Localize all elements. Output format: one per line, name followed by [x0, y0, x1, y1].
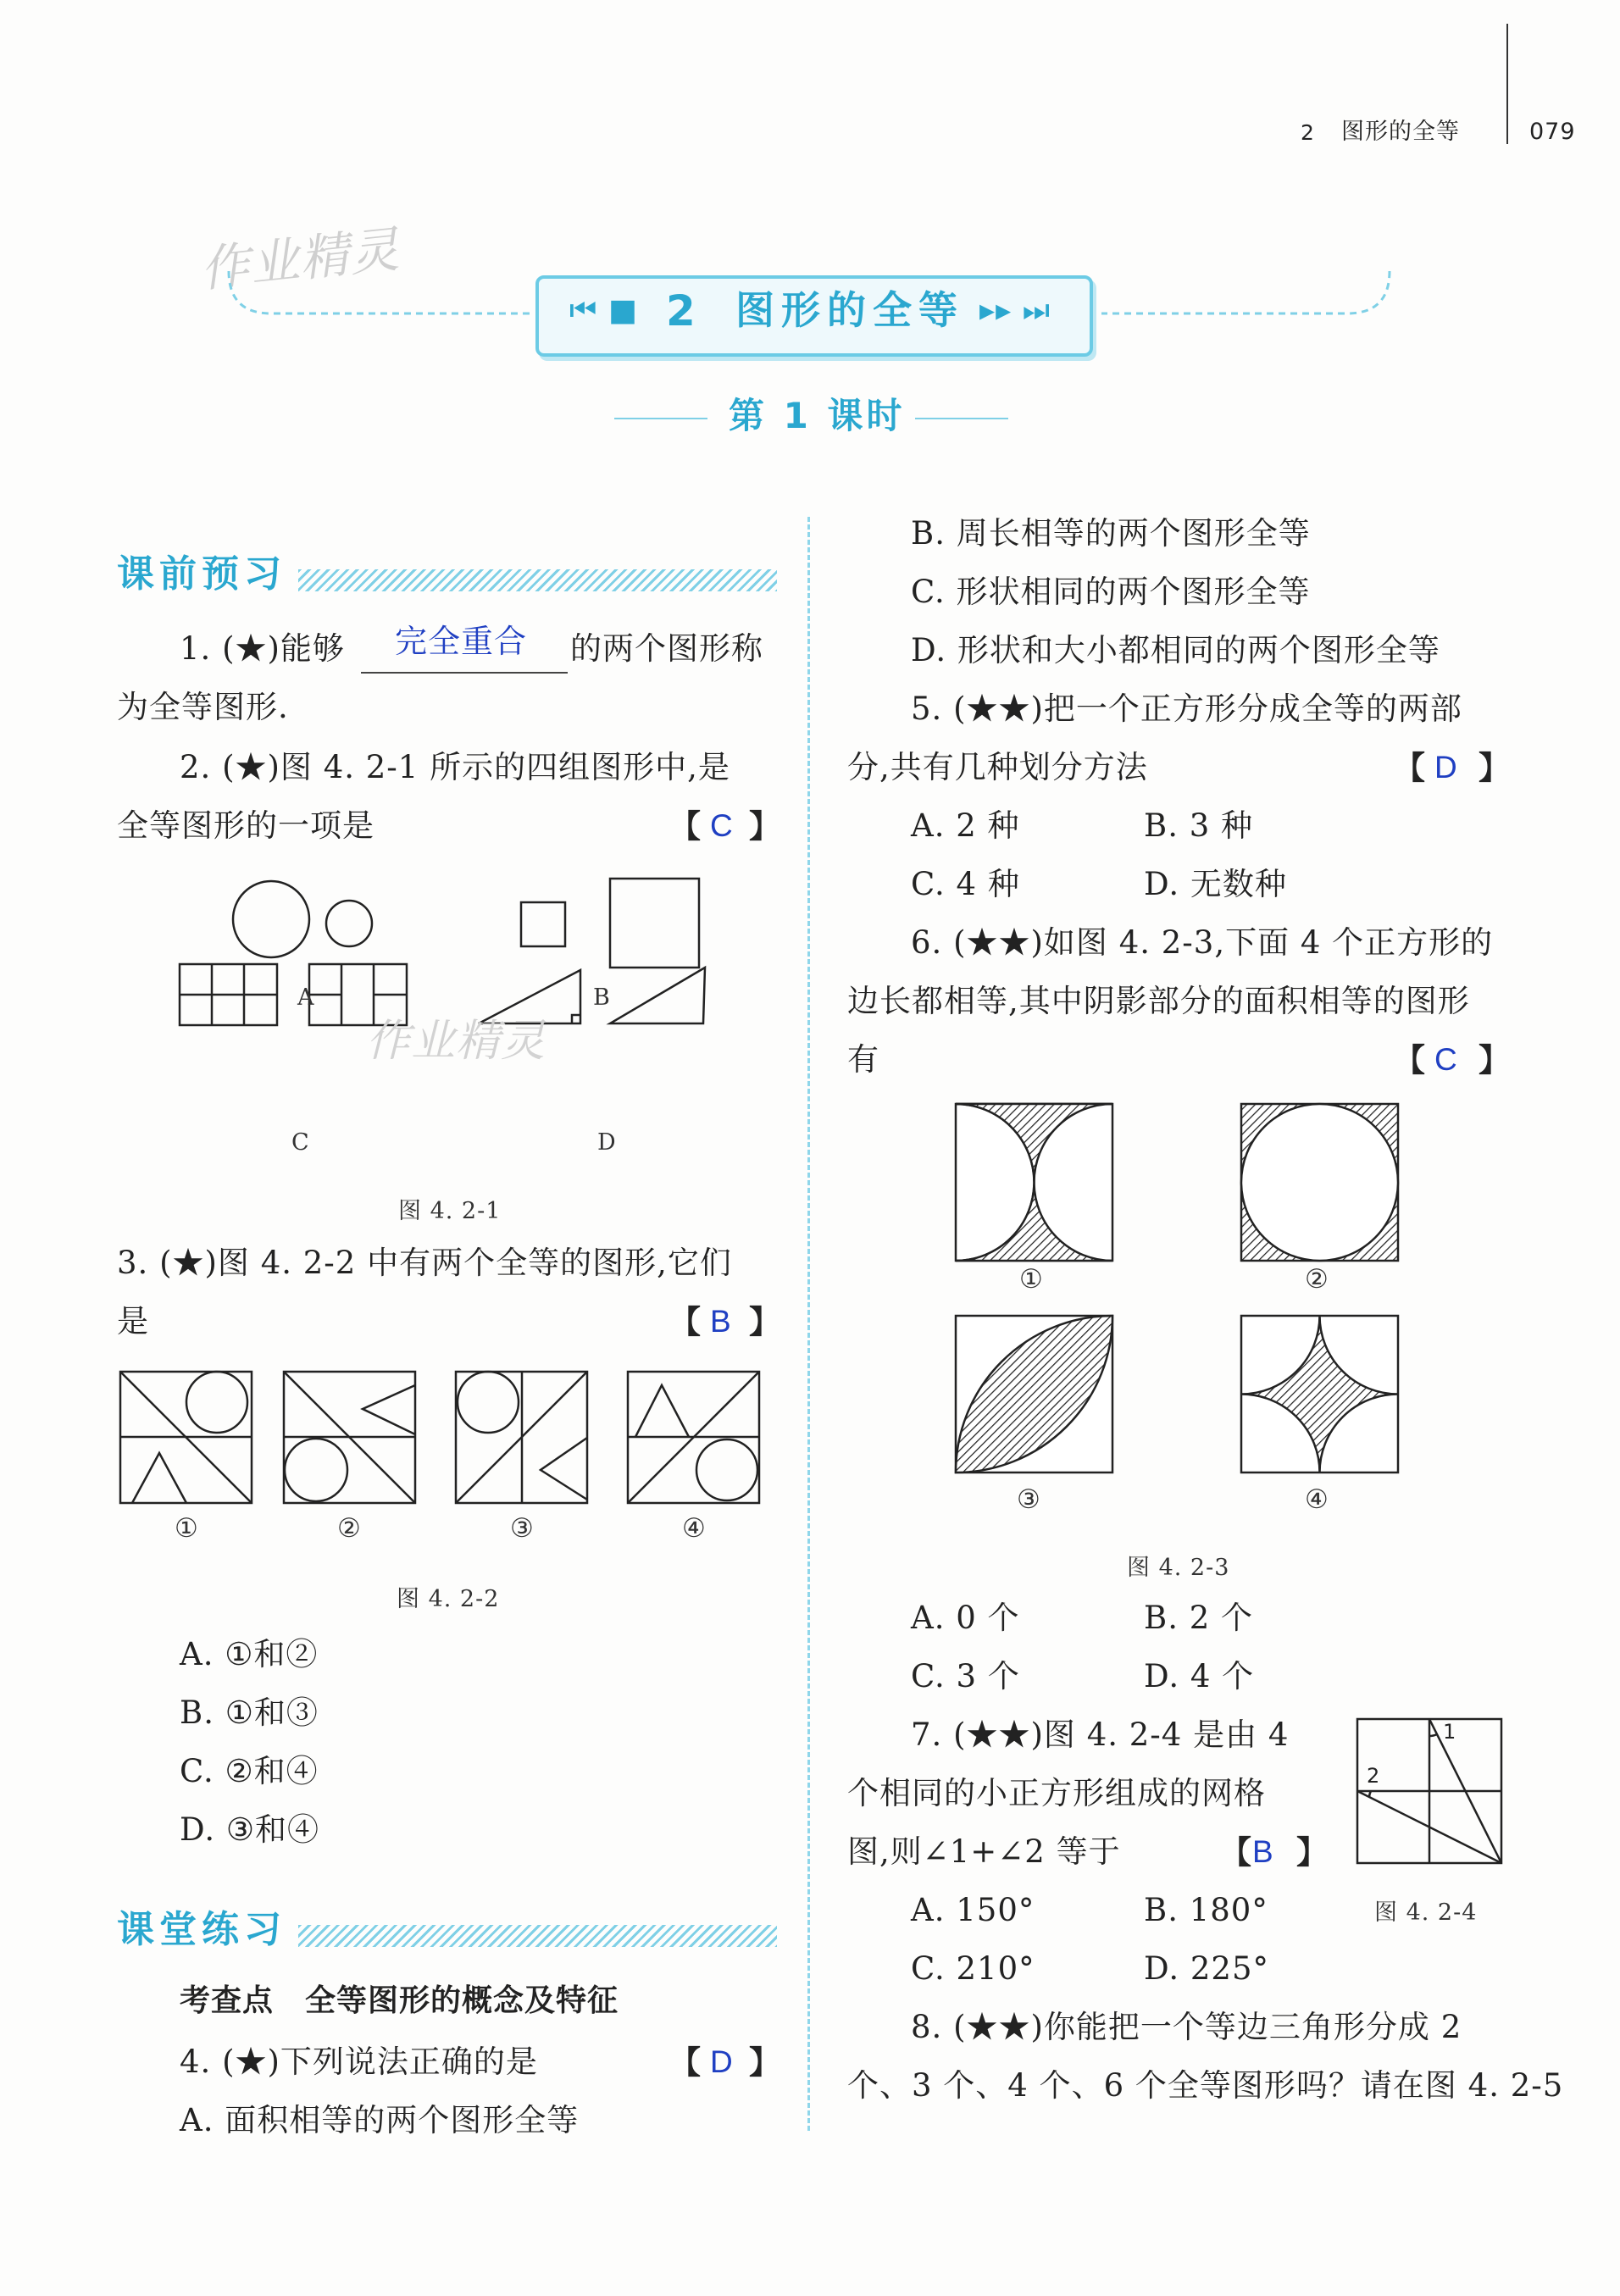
q1-blank-line — [361, 672, 568, 674]
q7-option-d: D. 225° — [1144, 1950, 1269, 1987]
q3-option-b: B. ①和③ — [180, 1694, 319, 1731]
fig1-group-a — [233, 881, 372, 957]
q4-answer: D — [710, 2044, 734, 2079]
fig1-label-d: D — [597, 1129, 617, 1156]
header-divider — [1506, 24, 1508, 144]
q3-bracket-close: 】 — [749, 1303, 781, 1340]
q5-text-line2: 分,共有几种划分方法 — [847, 749, 1148, 785]
q7-option-a: A. 150° — [911, 1892, 1035, 1928]
q3-bracket-open: 【 — [669, 1303, 702, 1340]
banner-right-marks: ▸▸ ⏭ — [979, 293, 1051, 328]
q5-bracket-open: 【 — [1394, 749, 1426, 786]
header-section-title: 图形的全等 — [1341, 119, 1460, 145]
watermark: 作业精灵 — [197, 219, 402, 299]
page-number: 079 — [1529, 119, 1576, 145]
banner-number: 2 — [666, 286, 696, 336]
q4-option-d: D. 形状和大小都相同的两个图形全等 — [911, 632, 1440, 668]
fig3-square-2 — [1241, 1104, 1398, 1261]
fig3-square-1 — [956, 1104, 1112, 1261]
section-preview-bar — [298, 569, 777, 591]
q4-bracket-close: 】 — [749, 2044, 781, 2081]
q6-option-d: D. 4 个 — [1144, 1658, 1255, 1694]
q7-option-c: C. 210° — [911, 1950, 1035, 1987]
q2-text-line2: 全等图形的一项是 — [117, 807, 374, 844]
fig4-caption: 图 4. 2-4 — [1374, 1899, 1478, 1926]
q7-bracket-open: 【 — [1220, 1833, 1252, 1871]
q6-option-c: C. 3 个 — [911, 1658, 1020, 1694]
fig3-caption: 图 4. 2-3 — [1127, 1555, 1230, 1581]
fig3-square-4 — [1241, 1316, 1398, 1472]
checkpoint-label: 考查点 全等图形的概念及特征 — [180, 1983, 619, 2018]
q2-text-line1: 2. (★)图 4. 2-1 所示的四组图形中,是 — [180, 749, 730, 785]
q5-option-c: C. 4 种 — [911, 866, 1020, 902]
fig1-caption: 图 4. 2-1 — [398, 1198, 502, 1224]
q7-answer: B — [1252, 1834, 1274, 1869]
q1-text-line2: 为全等图形. — [117, 689, 289, 725]
fig1-label-a: A — [297, 984, 315, 1011]
fig2-shape-2 — [284, 1372, 415, 1503]
q8-text-line2: 个、3 个、4 个、6 个全等图形吗？请在图 4. 2-5 — [847, 2067, 1564, 2104]
banner-left-marks: ⏮ ■ — [569, 293, 638, 328]
q3-option-d: D. ③和④ — [180, 1811, 320, 1848]
q7-text-line3: 图,则∠1+∠2 等于 — [847, 1833, 1121, 1870]
q6-bracket-open: 【 — [1394, 1041, 1426, 1079]
q3-option-c: C. ②和④ — [180, 1753, 319, 1789]
q2-bracket-close: 】 — [749, 807, 781, 845]
section-practice-bar — [298, 1925, 777, 1947]
fig1-label-c: C — [291, 1129, 310, 1156]
figure-4-2-2 — [117, 1368, 778, 1512]
lesson-deco-right — [915, 418, 1008, 419]
fig3-label-4: ④ — [1305, 1484, 1329, 1515]
q7-option-b: B. 180° — [1144, 1892, 1268, 1928]
q3-text-line2: 是 — [117, 1303, 149, 1339]
q6-answer: C — [1434, 1042, 1458, 1077]
q1-answer: 完全重合 — [395, 624, 528, 660]
fig1-watermark: 作业精灵 — [366, 1016, 546, 1067]
fig1-label-b: B — [593, 984, 611, 1011]
fig3-label-2: ② — [1305, 1264, 1329, 1295]
q5-text-line1: 5. (★★)把一个正方形分成全等的两部 — [911, 690, 1462, 727]
q1-text-a: 1. (★)能够 — [180, 630, 345, 667]
fig1-group-b — [521, 879, 699, 968]
fig2-label-3: ③ — [510, 1513, 535, 1544]
q6-text-line1: 6. (★★)如图 4. 2-3,下面 4 个正方形的 — [911, 924, 1494, 961]
fig2-shape-1 — [120, 1372, 252, 1503]
fig2-caption: 图 4. 2-2 — [397, 1586, 500, 1612]
fig4-angle-2: 2 — [1367, 1764, 1381, 1788]
q5-option-a: A. 2 种 — [911, 807, 1020, 844]
q4-bracket-open: 【 — [669, 2044, 702, 2081]
q4-option-a: A. 面积相等的两个图形全等 — [180, 2102, 580, 2138]
fig2-label-2: ② — [337, 1513, 362, 1544]
q7-text-line2: 个相同的小正方形组成的网格 — [847, 1775, 1266, 1811]
q6-text-line3: 有 — [847, 1041, 879, 1078]
q2-answer: C — [710, 808, 734, 843]
q6-bracket-close: 】 — [1479, 1041, 1511, 1079]
section-practice: 课堂练习 — [117, 1908, 286, 1951]
q2-bracket-open: 【 — [669, 807, 702, 845]
fig2-label-4: ④ — [682, 1513, 707, 1544]
figure-4-2-4 — [1354, 1716, 1506, 1868]
fig3-label-1: ① — [1019, 1264, 1044, 1295]
q3-text-line1: 3. (★)图 4. 2-2 中有两个全等的图形,它们 — [117, 1245, 732, 1281]
q5-bracket-close: 】 — [1479, 749, 1511, 786]
title-banner — [535, 275, 1093, 357]
q3-answer: B — [710, 1304, 732, 1339]
fig4-angle-1: 1 — [1443, 1720, 1457, 1744]
q5-answer: D — [1434, 750, 1458, 785]
banner-title: 图形的全等 — [735, 287, 964, 333]
fig2-shape-4 — [628, 1372, 759, 1503]
q1-text-b: 的两个图形称 — [570, 630, 763, 667]
q8-text-line1: 8. (★★)你能把一个等边三角形分成 2 — [911, 2009, 1462, 2045]
lesson-label: 第 1 课时 — [729, 395, 906, 436]
q6-text-line2: 边长都相等,其中阴影部分的面积相等的图形 — [847, 983, 1470, 1019]
q4-option-b: B. 周长相等的两个图形全等 — [911, 515, 1311, 552]
fig3-label-3: ③ — [1017, 1484, 1041, 1515]
q4-option-c: C. 形状相同的两个图形全等 — [911, 574, 1311, 610]
q3-option-a: A. ①和② — [180, 1636, 319, 1672]
fig3-square-3 — [956, 1316, 1112, 1472]
fig2-label-1: ① — [175, 1513, 199, 1544]
q6-option-a: A. 0 个 — [911, 1600, 1020, 1636]
q7-text-line1: 7. (★★)图 4. 2-4 是由 4 — [911, 1716, 1290, 1753]
q7-bracket-close: 】 — [1296, 1833, 1329, 1871]
q4-text-line1: 4. (★)下列说法正确的是 — [180, 2044, 538, 2080]
q5-option-b: B. 3 种 — [1144, 807, 1254, 844]
section-preview: 课前预习 — [117, 552, 286, 596]
q5-option-d: D. 无数种 — [1144, 866, 1287, 902]
header-chapter: 2 — [1301, 120, 1315, 145]
column-divider — [807, 517, 810, 2131]
q6-option-b: B. 2 个 — [1144, 1600, 1254, 1636]
lesson-deco-left — [614, 418, 707, 419]
fig2-shape-3 — [456, 1372, 587, 1503]
